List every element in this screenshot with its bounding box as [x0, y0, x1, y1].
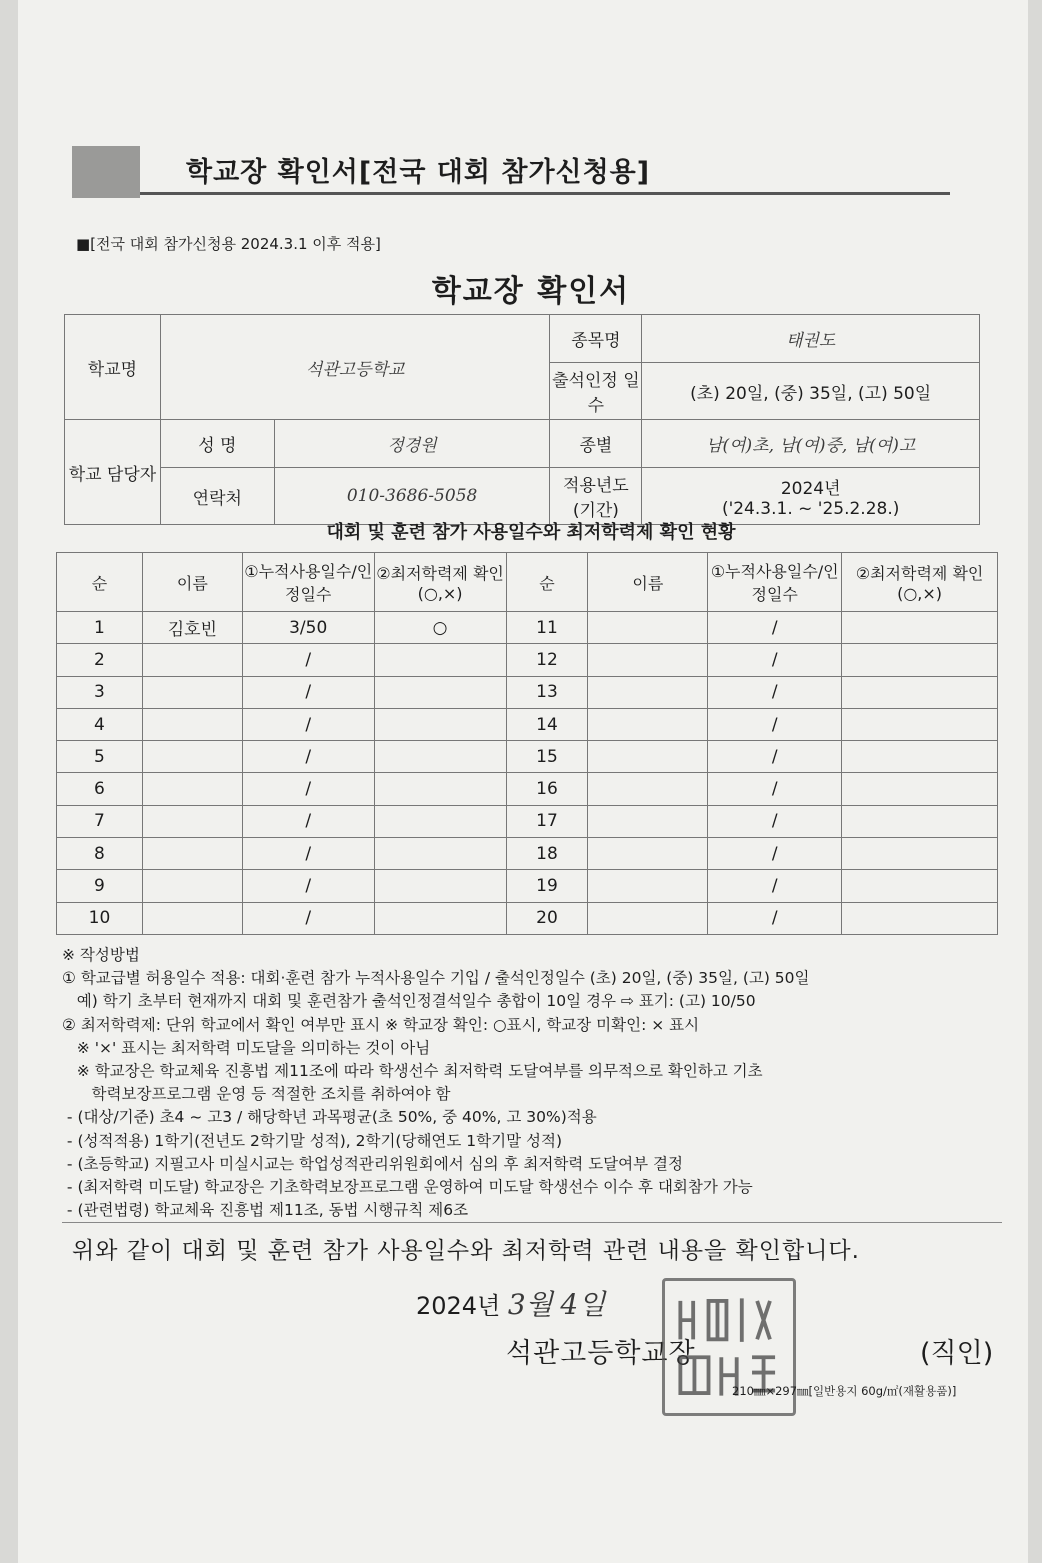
table-cell	[142, 708, 242, 740]
table-cell	[588, 805, 708, 837]
contact-value: 010-3686-5058	[274, 468, 550, 525]
table-row	[57, 902, 998, 934]
table-cell: 4	[57, 708, 143, 740]
table-cell: /	[708, 838, 842, 870]
table-cell	[588, 870, 708, 902]
table-cell	[142, 838, 242, 870]
instruction-line: ※ 학교장은 학교체육 진흥법 제11조에 따라 학생선수 최저학력 도달여부를 의무적으로 확인하고 기초	[62, 1062, 763, 1081]
instruction-line: ※ 작성방법	[62, 946, 140, 964]
table-cell: 11	[506, 612, 588, 644]
year-label: 적용년도 (기간)	[550, 468, 642, 525]
school-value: 석관고등학교	[160, 315, 550, 420]
table-cell: 12	[506, 644, 588, 676]
info-table	[64, 314, 980, 525]
table-cell: 13	[506, 676, 588, 708]
table-cell	[842, 902, 998, 934]
instruction-line: ② 최저학력제: 단위 학교에서 확인 여부만 표시 ※ 학교장 확인: ○표시, 학교장 미확인: × 표시	[62, 1015, 700, 1034]
staff-label: 학교 담당자	[65, 420, 161, 525]
table-row	[57, 741, 998, 773]
table-cell: /	[708, 708, 842, 740]
column-header: ②최저학력제 확인(○,×)	[374, 553, 506, 612]
table-cell	[842, 870, 998, 902]
table-cell: 김호빈	[142, 612, 242, 644]
applicability-note: ■[전국 대회 참가신청용 2024.3.1 이후 적용]	[76, 235, 381, 253]
table-cell	[374, 805, 506, 837]
table-cell	[142, 773, 242, 805]
table-cell	[374, 644, 506, 676]
status-section-title: 대회 및 훈련 참가 사용일수와 최저학력제 확인 현황	[326, 522, 736, 543]
table-cell: 5	[57, 741, 143, 773]
table-cell: /	[708, 676, 842, 708]
table-cell	[374, 708, 506, 740]
signature-date	[416, 1283, 605, 1323]
table-cell	[588, 838, 708, 870]
title-marker	[72, 146, 140, 198]
table-cell: /	[242, 773, 374, 805]
table-cell	[588, 708, 708, 740]
instruction-line: - (성적적용) 1학기(전년도 2학기말 성적), 2학기(당해연도 1학기말 성적)	[62, 1131, 562, 1150]
instruction-line: - (관련법령) 학교체육 진흥법 제11조, 동법 시행규칙 제6조	[62, 1201, 469, 1220]
table-cell	[842, 708, 998, 740]
table-cell	[588, 773, 708, 805]
table-cell	[842, 644, 998, 676]
instructions	[62, 944, 1002, 1222]
table-cell	[588, 612, 708, 644]
table-row	[57, 805, 998, 837]
table-cell	[142, 902, 242, 934]
status-table	[56, 552, 998, 935]
table-cell	[374, 902, 506, 934]
table-cell: /	[708, 773, 842, 805]
table-cell	[142, 644, 242, 676]
divider	[62, 1222, 1002, 1223]
table-cell: /	[242, 741, 374, 773]
table-cell: 20	[506, 902, 588, 934]
table-cell: /	[242, 805, 374, 837]
status-table-header-row	[57, 553, 998, 612]
table-cell	[842, 741, 998, 773]
instruction-line: - (최저학력 미도달) 학교장은 기초학력보장프로그램 운영하여 미도달 학생선수 이수 후 대회참가 가능	[62, 1178, 753, 1197]
table-cell	[142, 805, 242, 837]
event-label: 종목명	[550, 315, 642, 363]
column-header: ②최저학력제 확인(○,×)	[842, 553, 998, 612]
contact-label: 연락처	[160, 468, 274, 525]
attend-value: (초) 20일, (중) 35일, (고) 50일	[642, 363, 980, 420]
table-cell: 6	[57, 773, 143, 805]
instruction-line: - (초등학교) 지필고사 미실시교는 학업성적관리위원회에서 심의 후 최저학력 도달여부 결정	[62, 1154, 683, 1173]
column-header: 순	[506, 553, 588, 612]
table-cell	[588, 741, 708, 773]
table-cell	[588, 644, 708, 676]
table-row	[57, 644, 998, 676]
table-cell: 3/50	[242, 612, 374, 644]
table-cell	[374, 838, 506, 870]
school-label: 학교명	[65, 315, 161, 420]
table-cell	[842, 838, 998, 870]
date-month: 3월	[507, 1288, 553, 1321]
table-cell: 10	[57, 902, 143, 934]
event-value: 태권도	[642, 315, 980, 363]
table-cell: /	[708, 805, 842, 837]
table-cell	[588, 902, 708, 934]
gender-label: 종별	[550, 420, 642, 468]
table-cell: /	[708, 902, 842, 934]
column-header: 순	[57, 553, 143, 612]
year-value-year: 2024년	[780, 478, 841, 499]
table-row	[57, 708, 998, 740]
table-row	[57, 838, 998, 870]
instruction-line: ① 학교급별 허용일수 적용: 대회·훈련 참가 누적사용일수 기입 / 출석인정일수 (초) 20일, (중) 35일, (고) 50일	[62, 969, 810, 988]
instruction-line: 예) 학기 초부터 현재까지 대회 및 훈련참가 출석인정결석일수 총합이 10일 경우 ⇨ 표기: (고) 10/50	[62, 992, 756, 1011]
table-cell	[842, 805, 998, 837]
table-row	[57, 612, 998, 644]
column-header: 이름	[588, 553, 708, 612]
table-cell: 14	[506, 708, 588, 740]
table-cell: 1	[57, 612, 143, 644]
table-cell	[142, 741, 242, 773]
table-cell: /	[242, 838, 374, 870]
table-cell: /	[708, 870, 842, 902]
table-cell: /	[708, 612, 842, 644]
table-cell: 17	[506, 805, 588, 837]
instruction-line: 학력보장프로그램 운영 등 적절한 조치를 취하여야 함	[62, 1085, 451, 1104]
table-cell: /	[708, 741, 842, 773]
table-cell: 18	[506, 838, 588, 870]
table-cell: /	[242, 676, 374, 708]
table-cell	[142, 870, 242, 902]
table-cell: ○	[374, 612, 506, 644]
instruction-line: - (대상/기준) 초4 ~ 고3 / 해당학년 과목평균(초 50%, 중 40%, 고 30%)적용	[62, 1108, 597, 1127]
column-header: 이름	[142, 553, 242, 612]
name-value: 정경원	[274, 420, 550, 468]
table-cell: /	[708, 644, 842, 676]
gender-value: 남(여)초, 남(여)중, 남(여)고	[642, 420, 980, 468]
table-cell: /	[242, 902, 374, 934]
table-cell	[842, 773, 998, 805]
table-cell: /	[242, 708, 374, 740]
table-cell	[142, 676, 242, 708]
table-cell: 7	[57, 805, 143, 837]
year-value	[642, 468, 980, 525]
confirmation-text: 위와 같이 대회 및 훈련 참가 사용일수와 최저학력 관련 내용을 확인합니다.	[72, 1238, 860, 1264]
table-cell: 2	[57, 644, 143, 676]
attend-label: 출석인정 일수	[550, 363, 642, 420]
principal-name: 석관고등학교장	[506, 1338, 696, 1369]
name-label: 성 명	[160, 420, 274, 468]
table-row	[57, 676, 998, 708]
table-cell	[374, 676, 506, 708]
table-cell: /	[242, 870, 374, 902]
table-cell: /	[242, 644, 374, 676]
title-rule	[140, 192, 950, 195]
column-header: ①누적사용일수/인정일수	[708, 553, 842, 612]
table-cell: 15	[506, 741, 588, 773]
table-row	[57, 870, 998, 902]
document-header-title: 학교장 확인서[전국 대회 참가신청용]	[186, 157, 651, 188]
table-cell	[374, 741, 506, 773]
year-value-period: ('24.3.1. ~ '25.2.28.)	[721, 498, 900, 519]
table-row	[57, 773, 998, 805]
table-cell: 3	[57, 676, 143, 708]
date-year: 2024년	[416, 1292, 501, 1320]
table-cell: 16	[506, 773, 588, 805]
form-title: 학교장 확인서	[431, 274, 631, 309]
table-cell	[842, 676, 998, 708]
table-cell: 19	[506, 870, 588, 902]
seal-label: (직인)	[920, 1338, 994, 1369]
table-cell	[588, 676, 708, 708]
table-cell: 9	[57, 870, 143, 902]
table-cell: 8	[57, 838, 143, 870]
instruction-line: ※ '×' 표시는 최저학력 미도달을 의미하는 것이 아님	[62, 1038, 431, 1057]
table-cell	[374, 773, 506, 805]
paper-spec: 210㎜×297㎜[일반용지 60g/㎡(재활용품)]	[732, 1384, 957, 1398]
table-cell	[374, 870, 506, 902]
column-header: ①누적사용일수/인정일수	[242, 553, 374, 612]
date-day: 4일	[560, 1288, 606, 1321]
table-cell	[842, 612, 998, 644]
